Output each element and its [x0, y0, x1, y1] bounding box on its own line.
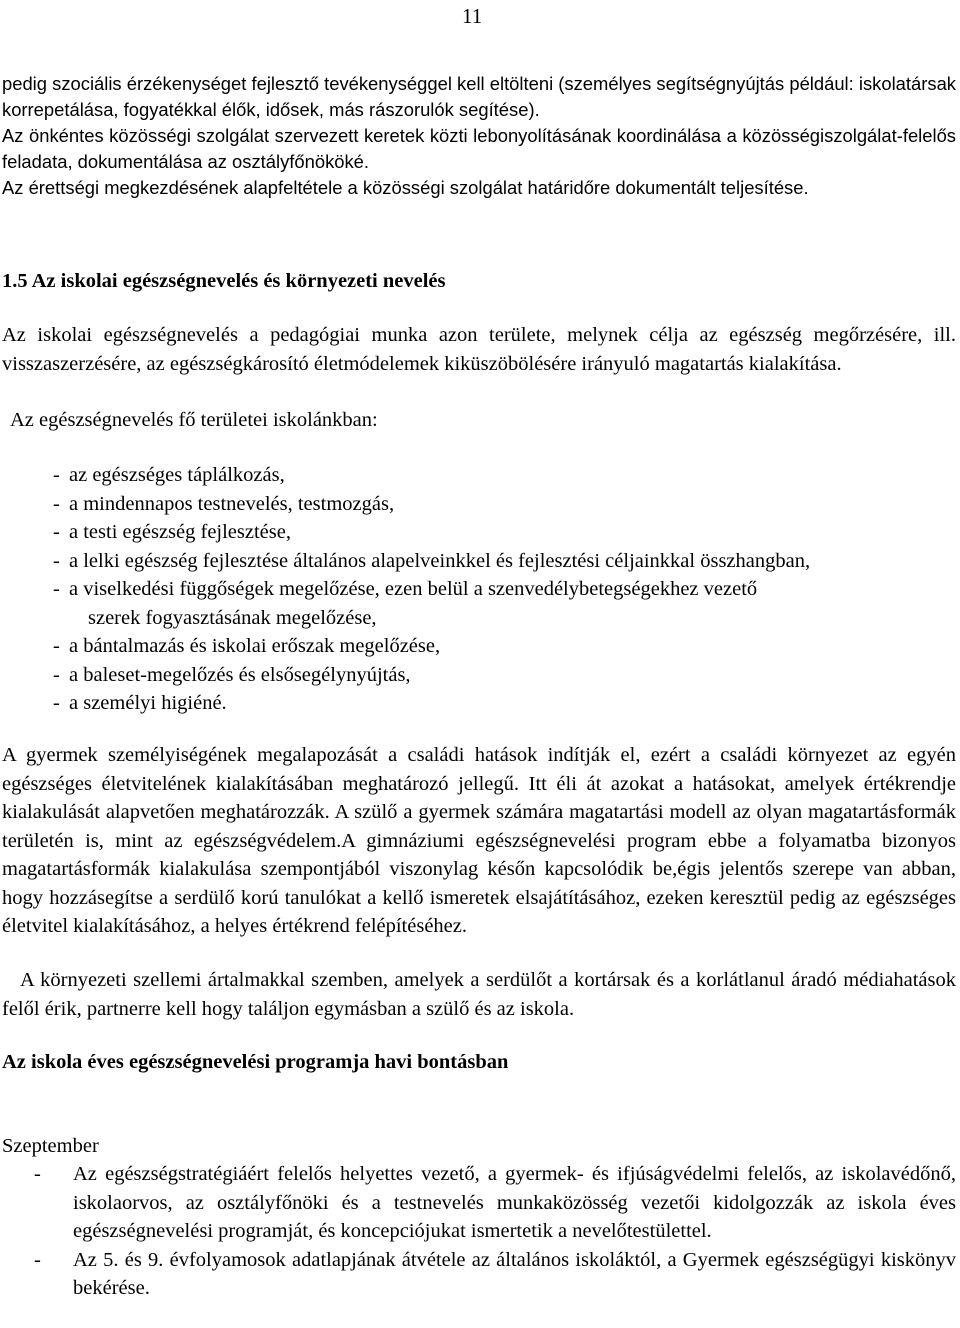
- dash-bullet: -: [53, 578, 60, 600]
- list-item: - a viselkedési függőségek megelőzése, ezen belül a szenvedélybetegségekhez vezető szerek fogyasztásának megelőzése,: [2, 575, 956, 632]
- list-item: - az egészséges táplálkozás,: [2, 461, 956, 490]
- family-influence-paragraph: A gyermek személyiségének megalapozását a családi hatások indítják el, ezért a családi környezet az egyén egészséges életvitelének kialakításában meghatározó jellegű. Itt éli át azokat a hatásokat, amelyek értékrendje kialakulását alapvetően meghatározzák. A szülő a gyermek számára magatartási modell az olyan magatartásformák területén is, mint az egészségvédelem.A gimnáziumi egészségnevelési program ebbe a folyamatba bizonyos magatartásformák kialakulása szempontjából viszonylag későn kapcsolódik be,égis jelentős szerepe van abban, hogy hozzásegítse a serdülő korú tanulókat a kellő ismeretek elsajátításához, ezeken keresztül pedig az egészséges életvitel kialakításához, a helyes értékrend felépítéséhez.: [2, 744, 956, 937]
- section-heading-1-5: 1.5 Az iskolai egészségnevelés és környezeti nevelés: [2, 270, 446, 292]
- list-item-continuation: szerek fogyasztásának megelőzése,: [88, 606, 377, 629]
- dash-bullet: -: [34, 1248, 41, 1271]
- intro-section: [2, 71, 956, 201]
- page-number: 11: [462, 4, 483, 28]
- intro-paragraph: Az érettségi megkezdésének alapfeltétele a közösségi szolgálat határidőre dokumentált teljesítése.: [2, 177, 809, 198]
- dash-bullet: -: [53, 492, 60, 515]
- dash-bullet: -: [34, 1163, 41, 1185]
- list-item: - a személyi higiéné.: [2, 689, 956, 718]
- september-tasks-list: [2, 1160, 956, 1303]
- dash-bullet: -: [53, 464, 60, 486]
- dash-bullet: -: [53, 549, 60, 572]
- dash-bullet: -: [53, 692, 60, 714]
- areas-title: Az egészségnevelés fő területei iskolánkban:: [10, 409, 378, 431]
- dash-bullet: -: [53, 635, 60, 657]
- month-label: Szeptember: [2, 1135, 99, 1157]
- list-item: - a baleset-megelőzés és elsősegélynyújtás,: [2, 661, 956, 690]
- dash-bullet: -: [53, 663, 60, 686]
- health-education-definition: Az iskolai egészségnevelés a pedagógiai munka azon területe, melynek célja az egészség megőrzésére, ill. visszaszerzésére, az egészségkárosító életmódelemek kiküszöbölésére irányuló magatartás kialakítása.: [2, 324, 956, 375]
- list-item: - a lelki egészség fejlesztése általános alapelveinkkel és fejlesztési céljainkkal összhangban,: [2, 547, 956, 576]
- environment-paragraph: A környezeti szellemi ártalmakkal szemben, amelyek a serdülőt a kortársak és a korlátlanul áradó médiahatások felől érik, partnerre kell hogy találjon egymásban a szülő és az iskola.: [2, 969, 956, 1020]
- dash-bullet: -: [53, 521, 60, 543]
- list-item: - a mindennapos testnevelés, testmozgás,: [2, 490, 956, 519]
- list-item: - Az egészségstratégiáért felelős helyettes vezető, a gyermek- és ifjúságvédelmi felelős, az iskolavédőnő, iskolaorvos, az osztályfőnöki és a testnevelés munkaközösség vezetői kidolgozzák az iskola éves egészségnevelési programját, és koncepciójukat ismertetik a nevelőtestülettel.: [2, 1160, 956, 1246]
- intro-paragraph: pedig szociális érzékenységet fejlesztő tevékenységgel kell eltölteni (személyes segítségnyújtás például: iskolatársak korrepetálása, fogyatékkal élők, idősek, más rászorulók segítése).: [2, 73, 956, 120]
- program-heading: Az iskola éves egészségnevelési programja havi bontásban: [2, 1051, 509, 1073]
- list-item: - Az 5. és 9. évfolyamosok adatlapjának átvétele az általános iskoláktól, a Gyermek egészségügyi kiskönyv bekérése.: [2, 1246, 956, 1303]
- list-item: - a testi egészség fejlesztése,: [2, 518, 956, 547]
- list-item: - a bántalmazás és iskolai erőszak megelőzése,: [2, 632, 956, 661]
- health-areas-list: [2, 461, 956, 718]
- intro-paragraph: Az önkéntes közösségi szolgálat szervezett keretek közti lebonyolításának koordinálása a közösségiszolgálat-felelős feladata, dokumentálása az osztályfőnököké.: [2, 125, 956, 172]
